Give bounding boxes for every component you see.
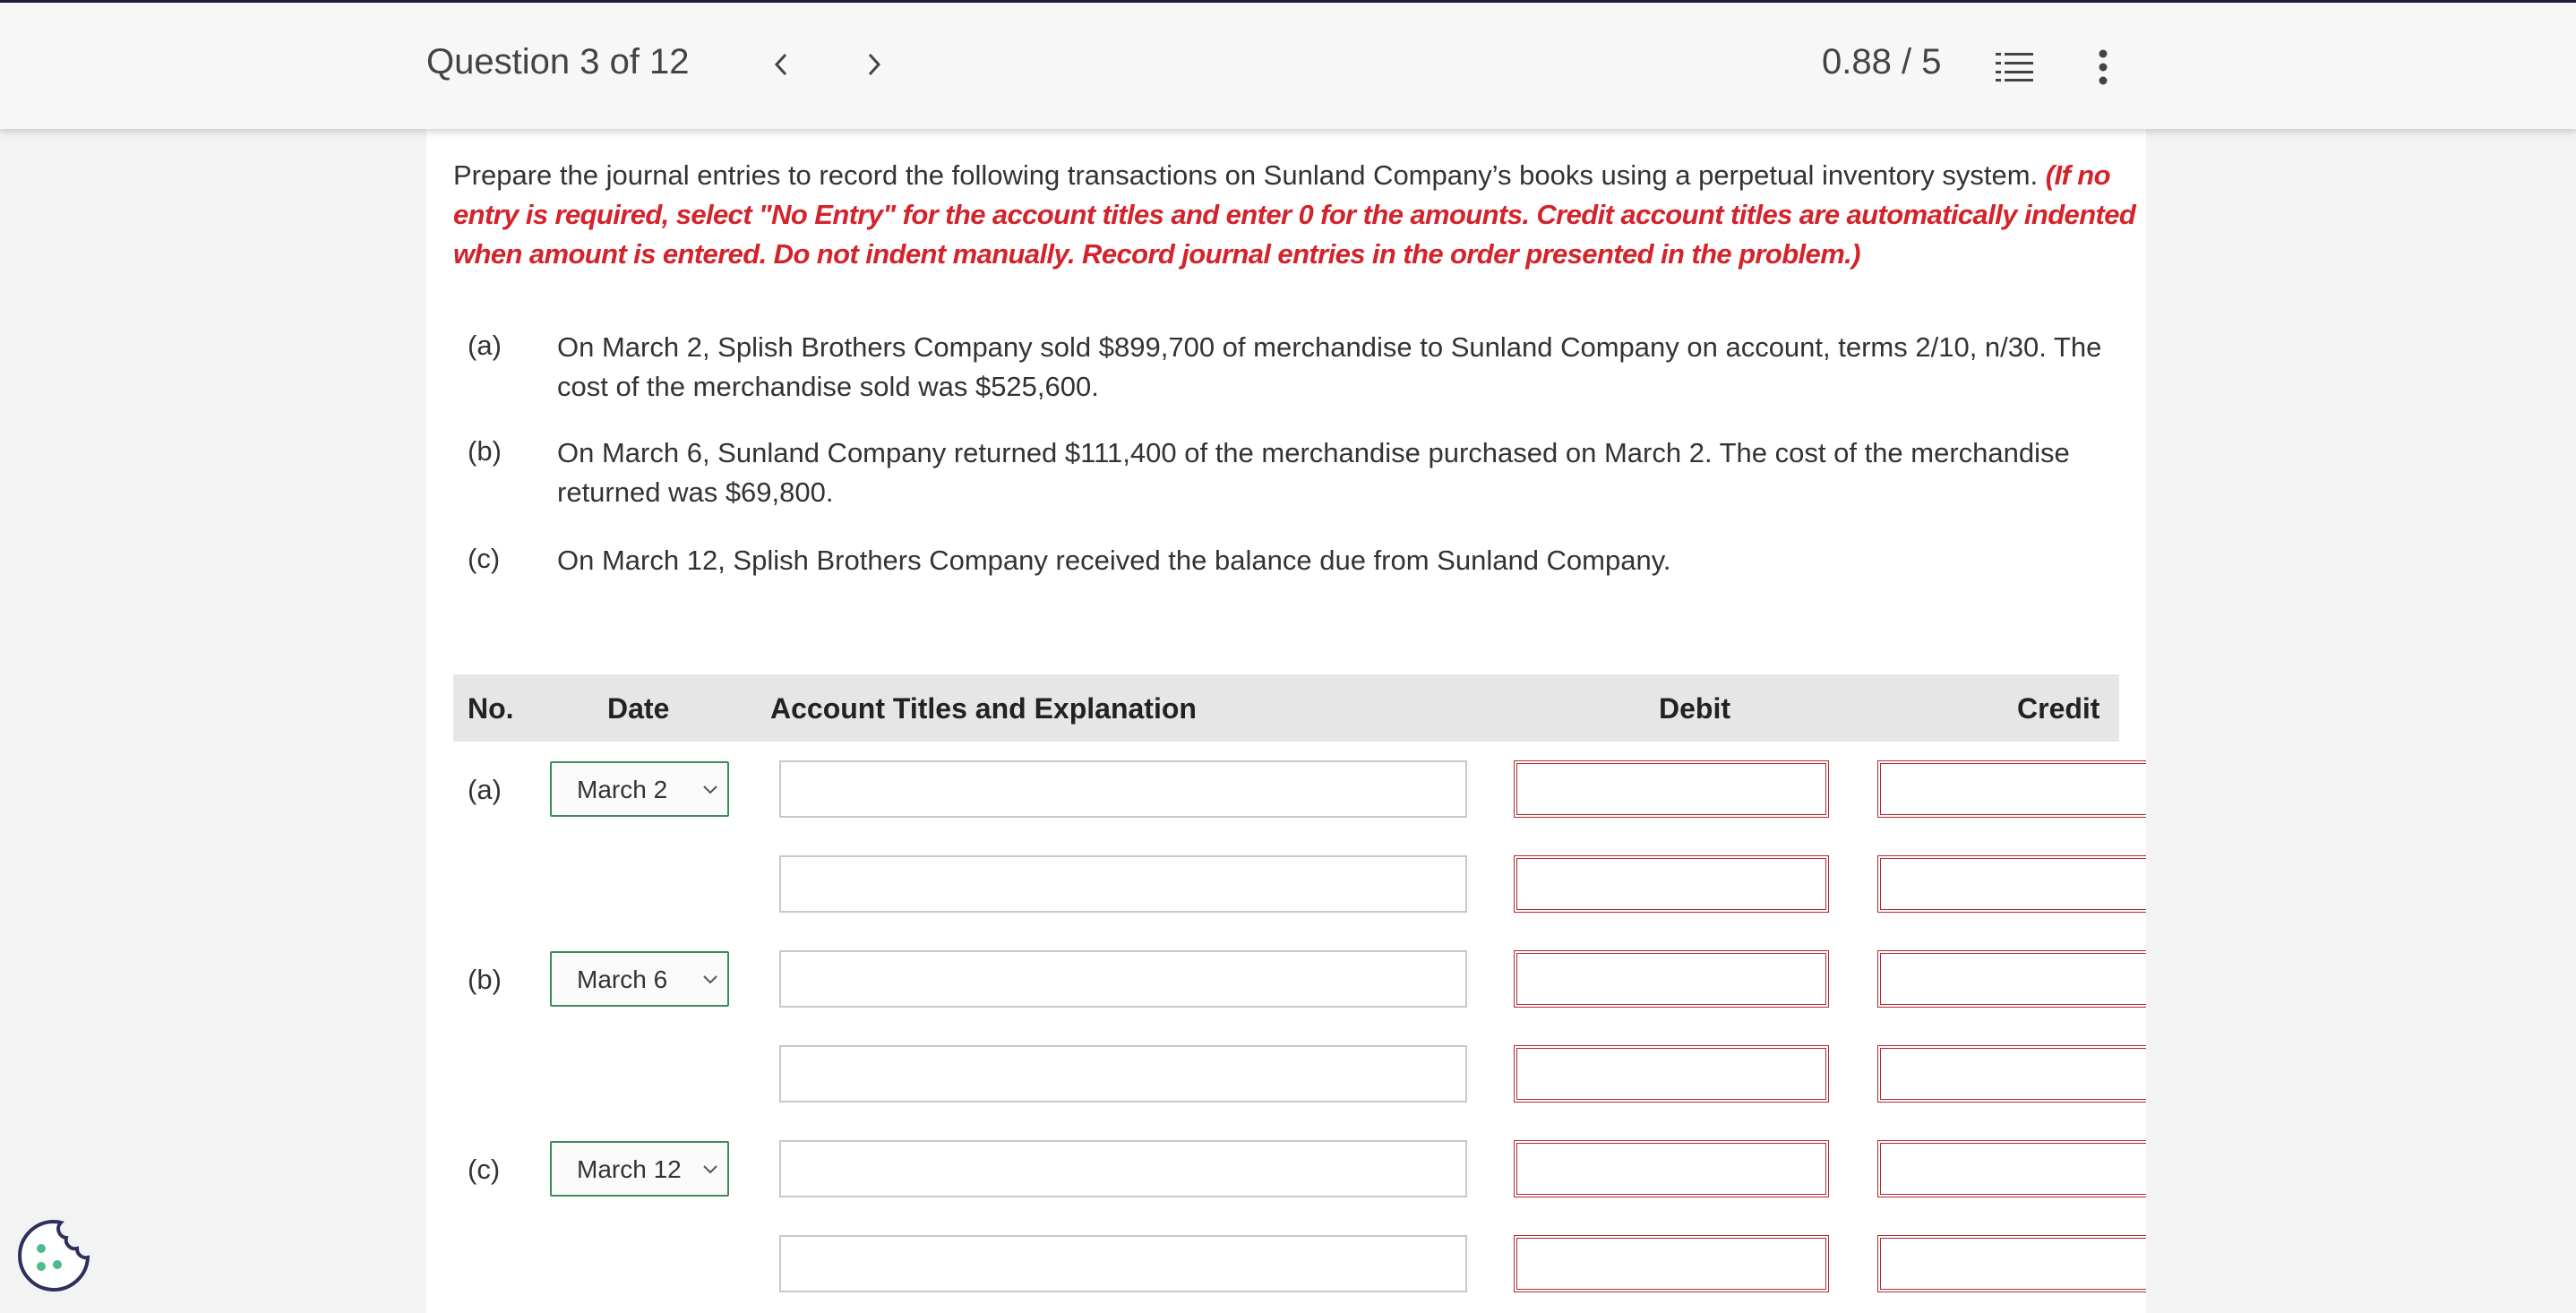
credit-input[interactable]: [1877, 1045, 2146, 1103]
transaction-label: (b): [468, 435, 502, 467]
column-header-debit: Debit: [1659, 692, 1730, 725]
column-header-date: Date: [607, 692, 670, 725]
cookie-icon: [16, 1218, 91, 1293]
account-title-input[interactable]: [779, 1235, 1467, 1292]
credit-input[interactable]: [1877, 1140, 2146, 1197]
credit-input[interactable]: [1877, 760, 2146, 818]
transaction-text: On March 12, Splish Brothers Company received the balance due from Sunland Company.: [557, 545, 1671, 576]
chevron-down-icon: [702, 971, 718, 989]
column-header-account: Account Titles and Explanation: [770, 692, 1197, 725]
debit-input[interactable]: [1514, 760, 1829, 818]
next-question-button[interactable]: [854, 39, 894, 90]
list-icon: [1996, 51, 2035, 83]
date-select-value: March 6: [577, 965, 668, 993]
account-title-input[interactable]: [779, 855, 1467, 913]
account-title-input[interactable]: [779, 950, 1467, 1008]
chevron-left-icon: [772, 51, 790, 78]
chevron-down-icon: [702, 781, 718, 799]
question-header: [0, 3, 2576, 129]
date-select[interactable]: [550, 1141, 729, 1197]
question-instructions: [453, 156, 2137, 274]
debit-input[interactable]: [1514, 1045, 1829, 1103]
date-select-value: March 2: [577, 776, 668, 803]
entry-number: (c): [468, 1154, 501, 1185]
entry-number: (b): [468, 964, 502, 995]
instructions-text: Prepare the journal entries to record the following transactions on Sunland Company’s books using a perpetual inventory system.: [453, 159, 2039, 191]
account-title-input[interactable]: [779, 1140, 1467, 1197]
date-select[interactable]: [550, 951, 729, 1007]
debit-input[interactable]: [1514, 855, 1829, 913]
more-vertical-icon: [2098, 49, 2108, 85]
column-header-no: No.: [468, 692, 514, 725]
cookie-settings-button[interactable]: [16, 1218, 91, 1298]
previous-question-button[interactable]: [761, 39, 801, 90]
debit-input[interactable]: [1514, 1140, 1829, 1197]
score-display: 0.88 / 5: [1822, 42, 1942, 82]
question-counter: Question 3 of 12: [426, 42, 690, 82]
journal-table-header: [453, 674, 2119, 742]
debit-input[interactable]: [1514, 950, 1829, 1008]
credit-input[interactable]: [1877, 950, 2146, 1008]
account-title-input[interactable]: [779, 760, 1467, 818]
credit-input[interactable]: [1877, 855, 2146, 913]
instructions-note: (If no entry is required, select "No Entry" for the account titles and enter 0 for the amounts. Credit account titles are automatically indented when amount is entered. Do not indent manually. Record journal entries in the order presented in the problem.): [453, 159, 2136, 270]
transaction-text: On March 6, Sunland Company returned $111,400 of the merchandise purchased on March 2. The cost of the merchandise returned was $69,800.: [557, 437, 2070, 508]
credit-input[interactable]: [1877, 1235, 2146, 1292]
question-content: [426, 129, 2146, 1313]
debit-input[interactable]: [1514, 1235, 1829, 1292]
question-list-button[interactable]: [1994, 44, 2037, 90]
transaction-text: On March 2, Splish Brothers Company sold $899,700 of merchandise to Sunland Company on account, terms 2/10, n/30. The cost of the merchandise sold was $525,600.: [557, 331, 2102, 402]
entry-number: (a): [468, 774, 502, 805]
account-title-input[interactable]: [779, 1045, 1467, 1103]
transaction-label: (a): [468, 330, 502, 361]
chevron-right-icon: [865, 51, 883, 78]
date-select-value: March 12: [577, 1155, 682, 1183]
transaction-label: (c): [468, 543, 501, 574]
column-header-credit: Credit: [2017, 692, 2100, 725]
date-select[interactable]: [550, 761, 729, 817]
more-options-button[interactable]: [2082, 44, 2125, 90]
chevron-down-icon: [702, 1161, 718, 1179]
